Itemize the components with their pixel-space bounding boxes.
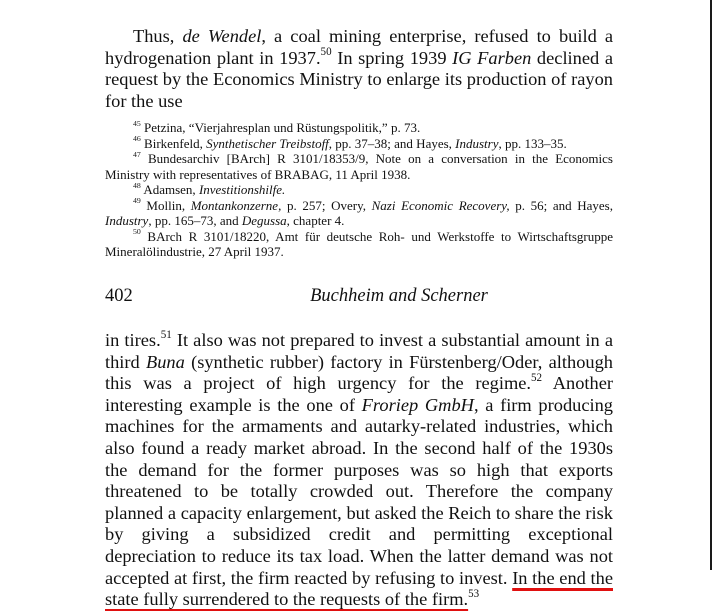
company-name: IG Farben: [452, 47, 532, 68]
footnote-49: $^{49}$ Mollin, Montankonzerne, p. 257; Overy, Nazi Economic Recovery, p. 56; and Hayes, Industry, pp. 165–73, and Degussa, chapter 4.: [105, 196, 613, 228]
footnotes: [105, 120, 613, 260]
main-paragraph: [105, 330, 613, 611]
highlighted-sentence: In the end the state fully surrendered to the requests of the firm.: [105, 567, 613, 610]
footnote-45: $^{45}$ Petzina, “Vierjahresplan und Rüstungspolitik,” p. 73.: [133, 118, 421, 135]
paragraph-text: in tires.$^{51}$ It also was not prepared to invest a substantial amount in a third Buna (synthetic rubber) factory in Fürstenberg/Oder, although this was a project of high urgency for the regime.$^{52}$ Another interesting example is the one of Froriep GmbH, a firm producing machines for the armaments and autarky-related industries, which also found a ready market abroad. In the second half of the 1930s the demand for the former purposes was so high that exports threatened to be totally crowded out. Therefore the company planned a capacity enlargement, but asked the Reich to share the risk by giving a subsidized credit and permitting exceptional depreciation to reduce its tax load. When the latter demand was not accepted at first, the firm reacted by refusing to invest. In the end the state fully surrendered to the requests of the firm.$^{53}$: [105, 328, 613, 610]
company-name: Froriep GmbH: [361, 394, 474, 415]
footnote-ref: 52: [531, 371, 543, 384]
footnote-50: $^{50}$ BArch R 3101/18220, Amt für deutsche Roh- und Werkstoffe to Wirtschaftsgruppe Mineralölindustrie, 27 April 1937.: [105, 227, 613, 259]
footnote-ref: 51: [160, 328, 172, 341]
running-head: Buchheim and Scherner: [310, 286, 488, 306]
page-number: 402: [105, 286, 133, 306]
page-header: [105, 286, 613, 310]
footnote-ref: 50: [320, 46, 332, 59]
paragraph-text: Thus, de Wendel, a coal mining enterprise, refused to build a hydrogenation plant in 1937.50 In spring 1939 IG Farben declined a request by the Economics Ministry to enlarge its production of rayon for the use: [105, 26, 614, 111]
product-name: Buna: [146, 351, 185, 372]
footnote-ref: 53: [468, 587, 480, 600]
footnote-48: $^{48}$ Adamsen, Investitionshilfe.: [133, 180, 286, 197]
company-name: de Wendel: [182, 26, 262, 46]
footnote-47: $^{47}$ Bundesarchiv [BArch] R 3101/18353/9, Note on a conversation in the Economics Ministry with representatives of BRABAG, 11 April 1938.: [105, 149, 613, 182]
footnote-46: $^{46}$ Birkenfeld, Synthetischer Treibstoff, pp. 37–38; and Hayes, Industry, pp. 133–35.: [133, 134, 567, 151]
top-paragraph: [105, 26, 613, 112]
